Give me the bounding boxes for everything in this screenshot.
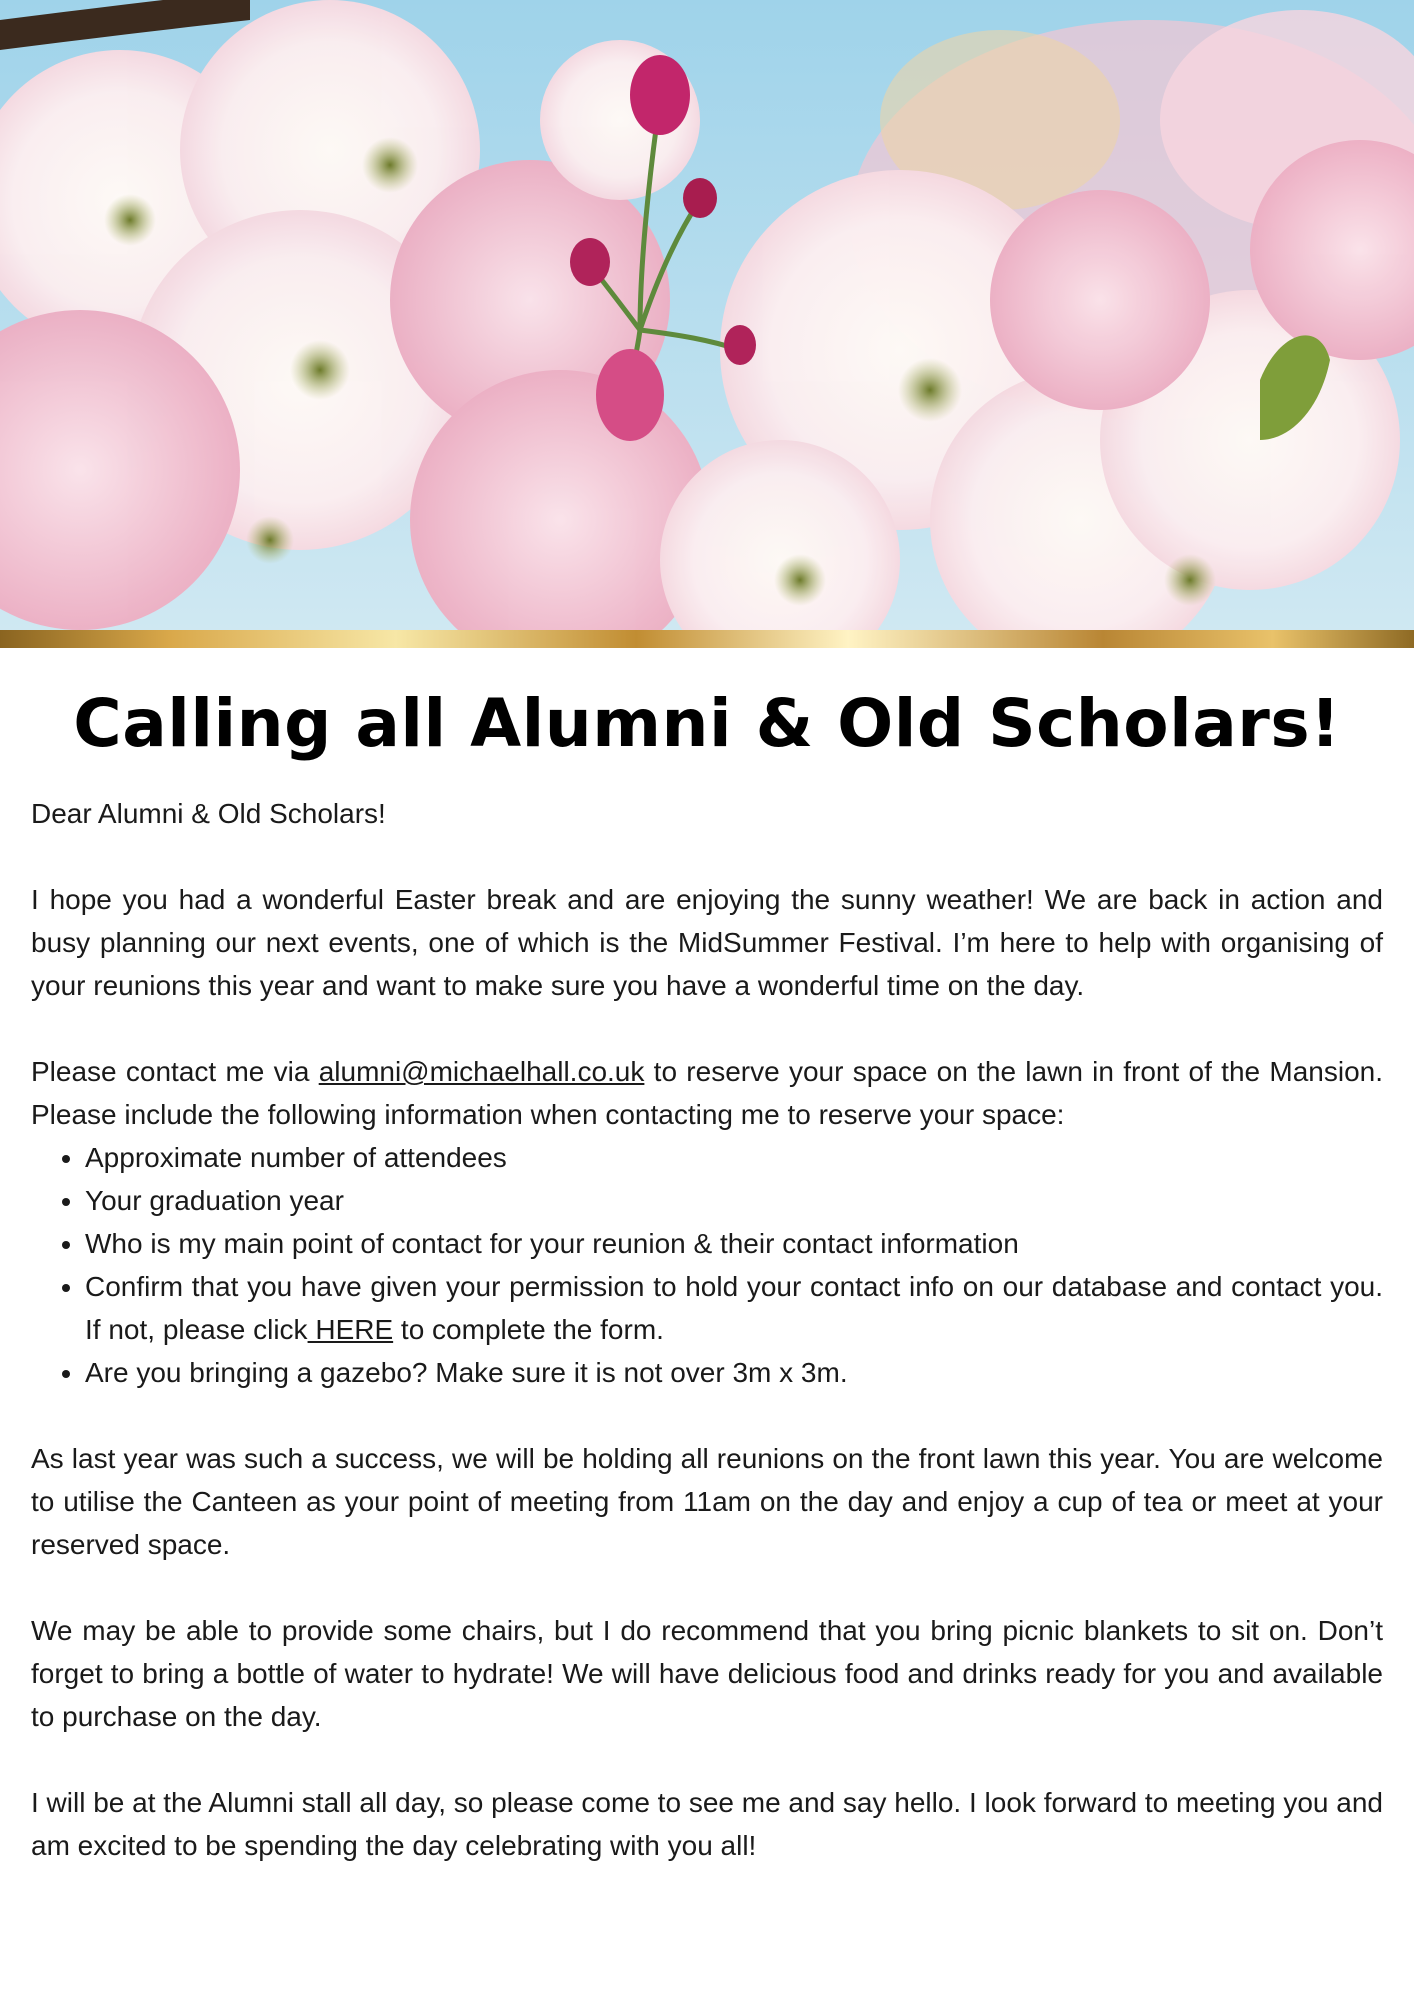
contact-text-before: Please contact me via xyxy=(31,1055,319,1087)
paragraph-contact xyxy=(31,1050,1383,1136)
page-title: Calling all Alumni & Old Scholars! xyxy=(73,685,1341,762)
paragraph-reunions: As last year was such a success, we will be holding all reunions on the front lawn this year. You are welcome to utilise the Canteen as your point of meeting from 11am on the day and enjoy a cup of tea or meet at your reserved space. xyxy=(31,1442,1383,1560)
paragraph-intro: I hope you had a wonderful Easter break and are enjoying the sunny weather! We are back in action and busy planning our next events, one of which is the MidSummer Festival. I’m here to help with organising of your reunions this year and want to make sure you have a wonderful time on the day. xyxy=(31,883,1383,1001)
permission-text-end: to complete the form. xyxy=(393,1313,664,1345)
cherry-blossom-illustration xyxy=(0,0,1414,630)
list-item: • Your graduation year xyxy=(85,1179,1383,1222)
list-item xyxy=(85,1265,1383,1351)
paragraph-closing: I will be at the Alumni stall all day, so please come to see me and say hello. I look forward to meeting you and am excited to be spending the day celebrating with you all! xyxy=(31,1786,1383,1861)
list-item: • Are you bringing a gazebo? Make sure it is not over 3m x 3m. xyxy=(85,1351,1383,1394)
paragraph-chairs: We may be able to provide some chairs, but I do recommend that you bring picnic blankets to sit on. Don’t forget to bring a bottle of water to hydrate! We will have delicious food and drinks ready for you and available to purchase on the day. xyxy=(31,1614,1383,1732)
permission-text: Confirm that you have given your permission to hold your contact info on our database and contact you. If not, please click xyxy=(85,1270,1383,1345)
greeting: Dear Alumni & Old Scholars! xyxy=(31,797,386,829)
header-blossom-image xyxy=(0,0,1414,630)
letter-body xyxy=(0,762,1414,1867)
list-item: • Who is my main point of contact for your reunion & their contact information xyxy=(85,1222,1383,1265)
info-list xyxy=(31,1136,1383,1394)
here-link[interactable]: HERE xyxy=(307,1313,394,1345)
gold-divider xyxy=(0,630,1414,648)
contact-text-after: to reserve your space on the lawn in front of the Mansion. Please include the following information when contacting me to reserve your space: xyxy=(31,1055,1383,1130)
list-item: • Approximate number of attendees xyxy=(85,1136,1383,1179)
email-link[interactable]: alumni@michaelhall.co.uk xyxy=(318,1055,645,1087)
